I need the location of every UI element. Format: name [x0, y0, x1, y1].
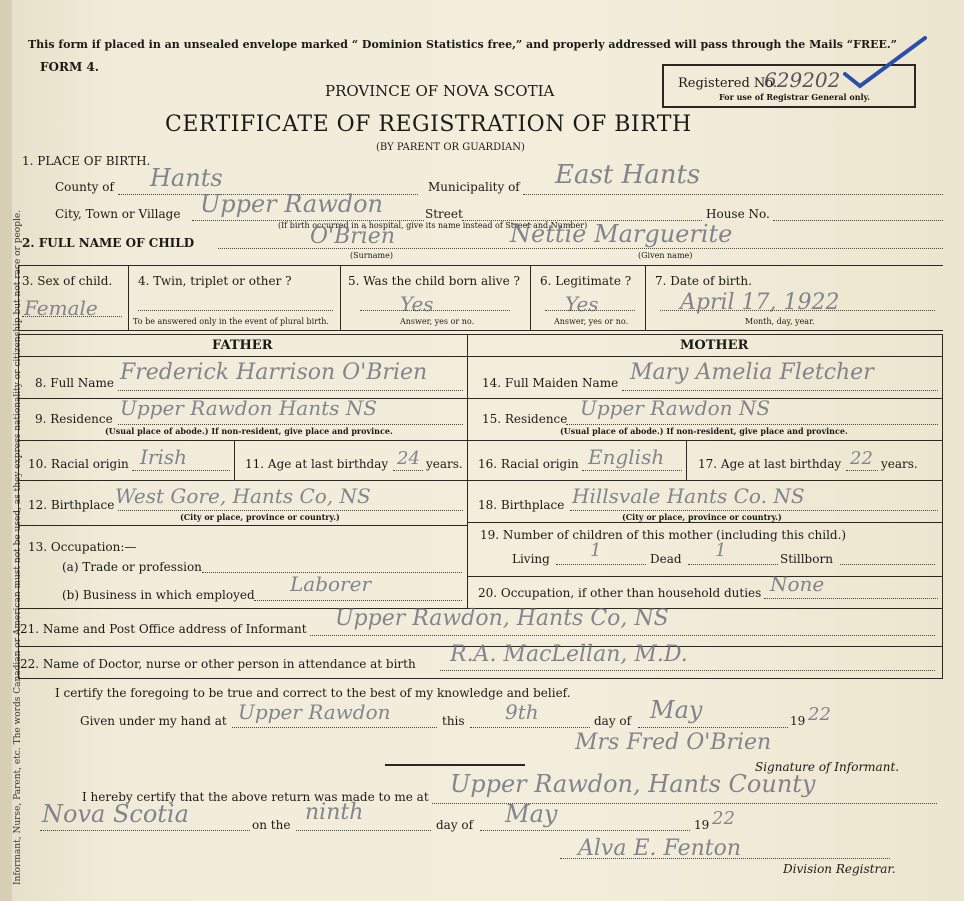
county-value: Hants: [150, 164, 223, 192]
mail-note: This form if placed in an unsealed envelope marked “ Dominion Statistics free,” and properly addressed will pass through the Mails “FREE.”: [28, 38, 898, 51]
checkmark-icon: [840, 34, 930, 94]
mother-heading: MOTHER: [680, 338, 749, 353]
informant-label: 21. Name and Post Office address of Informant: [20, 622, 307, 636]
given-caption: (Given name): [638, 251, 693, 260]
mother-birthplace-label: 18. Birthplace: [478, 498, 565, 512]
father-age-value: 24: [397, 448, 420, 469]
informant-signature: Mrs Fred O'Brien: [575, 730, 772, 755]
living-value: 1: [590, 540, 602, 561]
father-years: years.: [426, 457, 463, 471]
registrar-year-prefix: 19: [694, 818, 710, 832]
mother-years: years.: [881, 457, 918, 471]
father-race-label: 10. Racial origin: [28, 457, 129, 471]
hospital-note: (If birth occurred in a hospital, give its name instead of Street and Number): [278, 221, 588, 230]
certificate-subtitle: (BY PARENT OR GUARDIAN): [376, 142, 525, 153]
legit-label: 6. Legitimate ?: [540, 274, 632, 288]
father-name-label: 8. Full Name: [35, 376, 114, 390]
binding-strip: [0, 0, 23, 901]
surname-caption: (Surname): [350, 251, 393, 260]
sex-value: Female: [24, 296, 98, 320]
mother-residence-label: 15. Residence: [482, 412, 568, 426]
place-heading: 1. PLACE OF BIRTH.: [22, 154, 151, 168]
mother-name-label: 14. Full Maiden Name: [482, 376, 619, 390]
province-heading: PROVINCE OF NOVA SCOTIA: [325, 82, 555, 100]
father-birthplace-caption: (City or place, province or country.): [180, 512, 340, 522]
certificate-title: CERTIFICATE OF REGISTRATION OF BIRTH: [165, 112, 692, 137]
given-year-prefix: 19: [790, 714, 806, 728]
legit-caption: Answer, yes or no.: [554, 317, 629, 326]
informant-signature-caption: Signature of Informant.: [755, 760, 900, 774]
dob-value: April 17, 1922: [680, 290, 840, 315]
county-label: County of: [55, 180, 114, 194]
alive-caption: Answer, yes or no.: [400, 317, 475, 326]
given-month-value: May: [650, 696, 703, 724]
registrar-caption: Division Registrar.: [783, 862, 896, 876]
mother-age-value: 22: [850, 448, 873, 469]
father-name-value: Frederick Harrison O'Brien: [120, 360, 428, 385]
given-day-label: day of: [594, 714, 632, 728]
dead-value: 1: [715, 540, 727, 561]
registrar-year-value: 22: [712, 808, 735, 829]
dob-label: 7. Date of birth.: [655, 274, 752, 288]
mother-residence-value: Upper Rawdon NS: [580, 396, 771, 420]
city-value: Upper Rawdon: [200, 190, 383, 218]
children-label: 19. Number of children of this mother (including this child.): [480, 528, 847, 542]
twin-label: 4. Twin, triplet or other ?: [138, 274, 292, 288]
house-label: House No.: [706, 207, 770, 221]
certify-statement: I certify the foregoing to be true and correct to the best of my knowledge and belief.: [55, 686, 571, 700]
father-birthplace-label: 12. Birthplace: [28, 498, 115, 512]
mother-birthplace-value: Hillsvale Hants Co. NS: [572, 484, 805, 508]
trade-label: (a) Trade or profession: [62, 560, 202, 574]
living-label: Living: [512, 552, 550, 566]
legit-value: Yes: [565, 292, 599, 316]
registrar-on-label: on the: [252, 818, 291, 832]
municipality-value: East Hants: [555, 160, 701, 190]
form-number: FORM 4.: [40, 60, 99, 74]
father-age-label: 11. Age at last birthday: [245, 457, 389, 471]
registrar-note: For use of Registrar General only.: [719, 92, 871, 102]
father-residence-caption: (Usual place of abode.) If non-resident, give place and province.: [105, 426, 393, 436]
doctor-value: R.A. MacLellan, M.D.: [450, 642, 688, 667]
registrar-statement: I hereby certify that the above return was made to me at: [82, 790, 429, 804]
given-label: Given under my hand at: [80, 714, 227, 728]
given-day-value: 9th: [505, 700, 539, 724]
mother-race-value: English: [588, 445, 665, 469]
father-heading: FATHER: [212, 338, 273, 353]
mother-birthplace-caption: (City or place, province or country.): [622, 512, 782, 522]
mother-occupation-value: None: [770, 572, 825, 596]
mother-name-value: Mary Amelia Fletcher: [630, 360, 874, 385]
alive-label: 5. Was the child born alive ?: [348, 274, 520, 288]
registrar-day-value: ninth: [305, 800, 364, 825]
dead-label: Dead: [650, 552, 682, 566]
informant-value: Upper Rawdon, Hants Co, NS: [335, 606, 669, 631]
mother-age-label: 17. Age at last birthday: [698, 457, 842, 471]
child-given-value: Nettie Marguerite: [510, 220, 733, 248]
mother-residence-caption: (Usual place of abode.) If non-resident, give place and province.: [560, 426, 848, 436]
city-label: City, Town or Village: [55, 207, 181, 221]
alive-value: Yes: [400, 292, 434, 316]
father-residence-value: Upper Rawdon Hants NS: [120, 396, 377, 420]
municipality-label: Municipality of: [428, 180, 520, 194]
father-birthplace-value: West Gore, Hants Co, NS: [115, 484, 371, 508]
business-label: (b) Business in which employed: [62, 588, 255, 602]
mother-race-label: 16. Racial origin: [478, 457, 579, 471]
father-residence-label: 9. Residence: [35, 412, 113, 426]
spine-text: Informant, Nurse, Parent, etc. The words Canadian or American must not be used, as they express nationality or citizenship but not race or people.: [13, 209, 23, 885]
mother-occupation-label: 20. Occupation, if other than household duties: [478, 586, 762, 600]
stillborn-label: Stillborn: [780, 552, 833, 566]
registrar-day-label: day of: [436, 818, 474, 832]
child-name-label: 2. FULL NAME OF CHILD: [22, 236, 195, 250]
sex-label: 3. Sex of child.: [22, 274, 113, 288]
registrar-month-value: May: [505, 800, 558, 828]
registered-number: 629202: [764, 68, 841, 92]
child-surname-value: O'Brien: [310, 224, 395, 249]
father-occupation-label: 13. Occupation:—: [28, 540, 137, 554]
doctor-label: 22. Name of Doctor, nurse or other person in attendance at birth: [20, 657, 416, 671]
given-year-value: 22: [808, 704, 831, 725]
registrar-signature: Alva E. Fenton: [578, 836, 742, 861]
business-value: Laborer: [290, 572, 372, 596]
given-place-value: Upper Rawdon: [238, 700, 391, 724]
registrar-place-value: Upper Rawdon, Hants County: [450, 770, 816, 798]
registered-label: Registered No.: [678, 76, 778, 91]
dob-caption: Month, day, year.: [745, 317, 815, 326]
father-race-value: Irish: [140, 445, 188, 469]
this-label: this: [442, 714, 465, 728]
street-label: Street: [425, 207, 463, 221]
registrar-place-value-2: Nova Scotia: [42, 800, 189, 828]
twin-note: To be answered only in the event of plural birth.: [133, 317, 329, 326]
